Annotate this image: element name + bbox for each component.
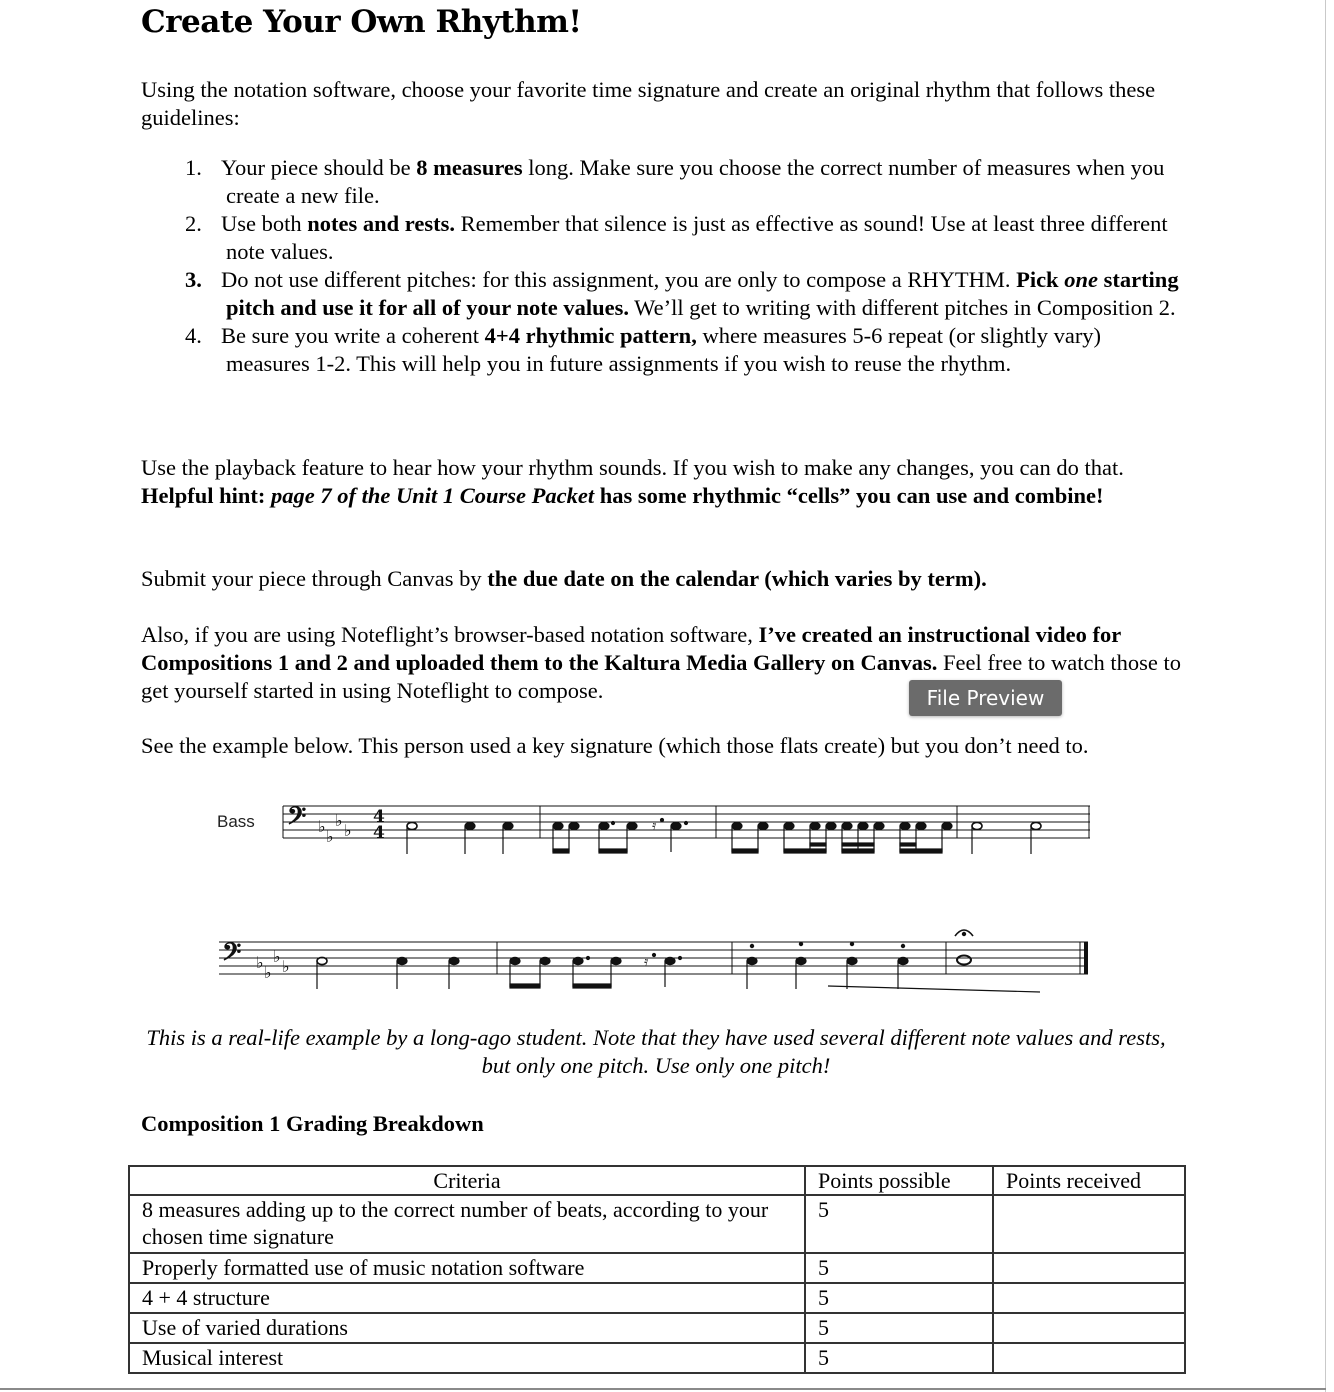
eighth-note (553, 822, 563, 829)
noteflight-paragraph: Also, if you are using Noteflight’s browser-based notation software, I’ve created an instructional video for Compositions 1 and 2 and uploaded them to the Kaltura Media Gallery on Canvas. Feel free to watch those to get yourself started in using Noteflight to compose. (141, 622, 1182, 703)
staccato-dot (750, 944, 753, 947)
example-paragraph: See the example below. This person used a key signature (which those flats create) but you don’t need to. (141, 733, 1089, 758)
grading-table (128, 1165, 1186, 1374)
quarter-note (796, 957, 806, 964)
sixteenth-note (810, 822, 820, 829)
augmentation-dot (653, 954, 656, 957)
sixteenth-rest-icon: 𝄿 (644, 954, 649, 970)
column-header-points-received: Points received (993, 1166, 1185, 1195)
eighth-note (942, 822, 952, 829)
augmentation-dot (661, 819, 664, 822)
table-row (129, 1253, 1185, 1283)
beam (842, 843, 874, 846)
example-caption: This is a real-life example by a long-ago student. Note that they have used several different note values and rests, but only one pitch. Use only one pitch! (146, 1025, 1166, 1078)
criteria-cell: 8 measures adding up to the correct number of beats, according to your chosen time signature (129, 1195, 805, 1253)
half-note (972, 822, 982, 829)
criteria-cell: Musical interest (129, 1343, 805, 1373)
flat-icon: ♭ (326, 827, 334, 846)
sixteenth-note (916, 822, 926, 829)
column-header-points-possible: Points possible (805, 1166, 993, 1195)
whole-note (957, 956, 971, 965)
list-number: 4. (185, 323, 202, 348)
submit-paragraph: Submit your piece through Canvas by the due date on the calendar (which varies by term). (141, 566, 987, 591)
staccato-dot (850, 942, 853, 945)
quarter-note (847, 957, 857, 964)
table-row (129, 1195, 1185, 1253)
table-row (129, 1283, 1185, 1313)
quarter-note (397, 957, 407, 964)
points-received-cell (993, 1253, 1185, 1283)
beam (784, 849, 826, 853)
playback-paragraph: Use the playback feature to hear how your rhythm sounds. If you wish to make any changes, you can do that. Helpful hint: page 7 of the Unit 1 Course Packet has some rhythmic “cells” you can use and combine! (141, 455, 1124, 508)
flat-icon: ♭ (344, 821, 352, 840)
beam (900, 849, 942, 853)
quarter-note (503, 822, 513, 829)
final-barline (1084, 942, 1088, 974)
points-received-cell (993, 1313, 1185, 1343)
points-possible-cell: 5 (805, 1343, 993, 1373)
dotted-quarter-note (665, 957, 675, 964)
grading-heading: Composition 1 Grading Breakdown (141, 1111, 484, 1136)
dotted-eighth-note (599, 822, 609, 829)
guideline-item: 4. Be sure you write a coherent 4+4 rhythmic pattern, where measures 5-6 repeat (or slightly vary) measures 1-2. This will help you in future assignments if you wish to reuse the rhythm. (185, 323, 1102, 376)
sixteenth-note (826, 822, 836, 829)
sixteenth-note (874, 822, 884, 829)
quarter-note (898, 957, 908, 964)
points-received-cell (993, 1195, 1185, 1253)
points-received-cell (993, 1283, 1185, 1313)
eighth-note (510, 957, 520, 964)
flat-icon: ♭ (273, 947, 281, 966)
list-number: 3. (185, 267, 202, 292)
quarter-note (449, 957, 459, 964)
half-note (407, 822, 417, 829)
beam (900, 843, 916, 846)
quarter-note (465, 822, 475, 829)
beam (553, 849, 569, 853)
file-preview-button[interactable]: File Preview (909, 680, 1062, 716)
beam (573, 984, 611, 988)
bass-clef-icon: 𝄢 (222, 938, 242, 973)
guideline-item: 1. Your piece should be 8 measures long. Make sure you choose the correct number of measures when you create a new file. (185, 155, 1165, 208)
eighth-note (732, 822, 742, 829)
table-header-row (129, 1166, 1185, 1195)
list-number: 2. (185, 211, 202, 236)
intro-paragraph: Using the notation software, choose your favorite time signature and create an original rhythm that follows these guidelines: (141, 77, 1156, 130)
sixteenth-note (784, 822, 794, 829)
instrument-label: Bass (217, 812, 255, 831)
staccato-dot (901, 944, 904, 947)
page-title: Create Your Own Rhythm! (141, 4, 582, 40)
criteria-cell: Use of varied durations (129, 1313, 805, 1343)
points-possible-cell: 5 (805, 1195, 993, 1253)
points-possible-cell: 5 (805, 1283, 993, 1313)
bass-clef-icon: 𝄢 (287, 802, 307, 837)
sixteenth-rest-icon: 𝄿 (652, 818, 657, 834)
criteria-cell: Properly formatted use of music notation software (129, 1253, 805, 1283)
staccato-dot (799, 942, 802, 945)
sixteenth-note (611, 957, 621, 964)
flat-icon: ♭ (335, 811, 343, 830)
sixteenth-note (858, 822, 868, 829)
beam (732, 849, 758, 853)
beam (510, 984, 540, 988)
table-row (129, 1313, 1185, 1343)
augmentation-dot (587, 957, 590, 960)
flat-icon: ♭ (318, 817, 326, 836)
flat-icon: ♭ (256, 953, 264, 972)
list-number: 1. (185, 155, 202, 180)
augmentation-dot (685, 822, 688, 825)
time-signature-bottom: 4 (373, 823, 385, 843)
points-possible-cell: 5 (805, 1253, 993, 1283)
tie-curve (828, 986, 1040, 992)
sixteenth-note (842, 822, 852, 829)
flat-icon: ♭ (282, 957, 290, 976)
guideline-item: 3. Do not use different pitches: for this assignment, you are only to compose a RHYTHM. Pick one starting pitch and use it for all of your note values. We’ll get to writing with different pitches in Composition 2. (185, 267, 1179, 320)
sixteenth-note (627, 822, 637, 829)
beam (810, 843, 826, 846)
dotted-eighth-note (573, 957, 583, 964)
flat-icon: ♭ (264, 963, 272, 982)
beam (842, 849, 874, 853)
time-signature-top: 4 (373, 807, 385, 827)
eighth-note (569, 822, 579, 829)
eighth-note (758, 822, 768, 829)
eighth-note (540, 957, 550, 964)
page-bottom-edge (0, 1388, 1326, 1390)
dotted-quarter-note (671, 822, 681, 829)
fermata-dot (962, 932, 965, 935)
column-header-criteria: Criteria (129, 1166, 805, 1195)
guideline-item: 2. Use both notes and rests. Remember that silence is just as effective as sound! Use at least three different note values. (185, 211, 1168, 264)
beam (599, 849, 627, 853)
points-received-cell (993, 1343, 1185, 1373)
augmentation-dot (612, 822, 615, 825)
sixteenth-note (900, 822, 910, 829)
augmentation-dot (679, 957, 682, 960)
table-row (129, 1343, 1185, 1373)
criteria-cell: 4 + 4 structure (129, 1283, 805, 1313)
half-note (1031, 822, 1041, 829)
points-possible-cell: 5 (805, 1313, 993, 1343)
quarter-note (747, 957, 757, 964)
